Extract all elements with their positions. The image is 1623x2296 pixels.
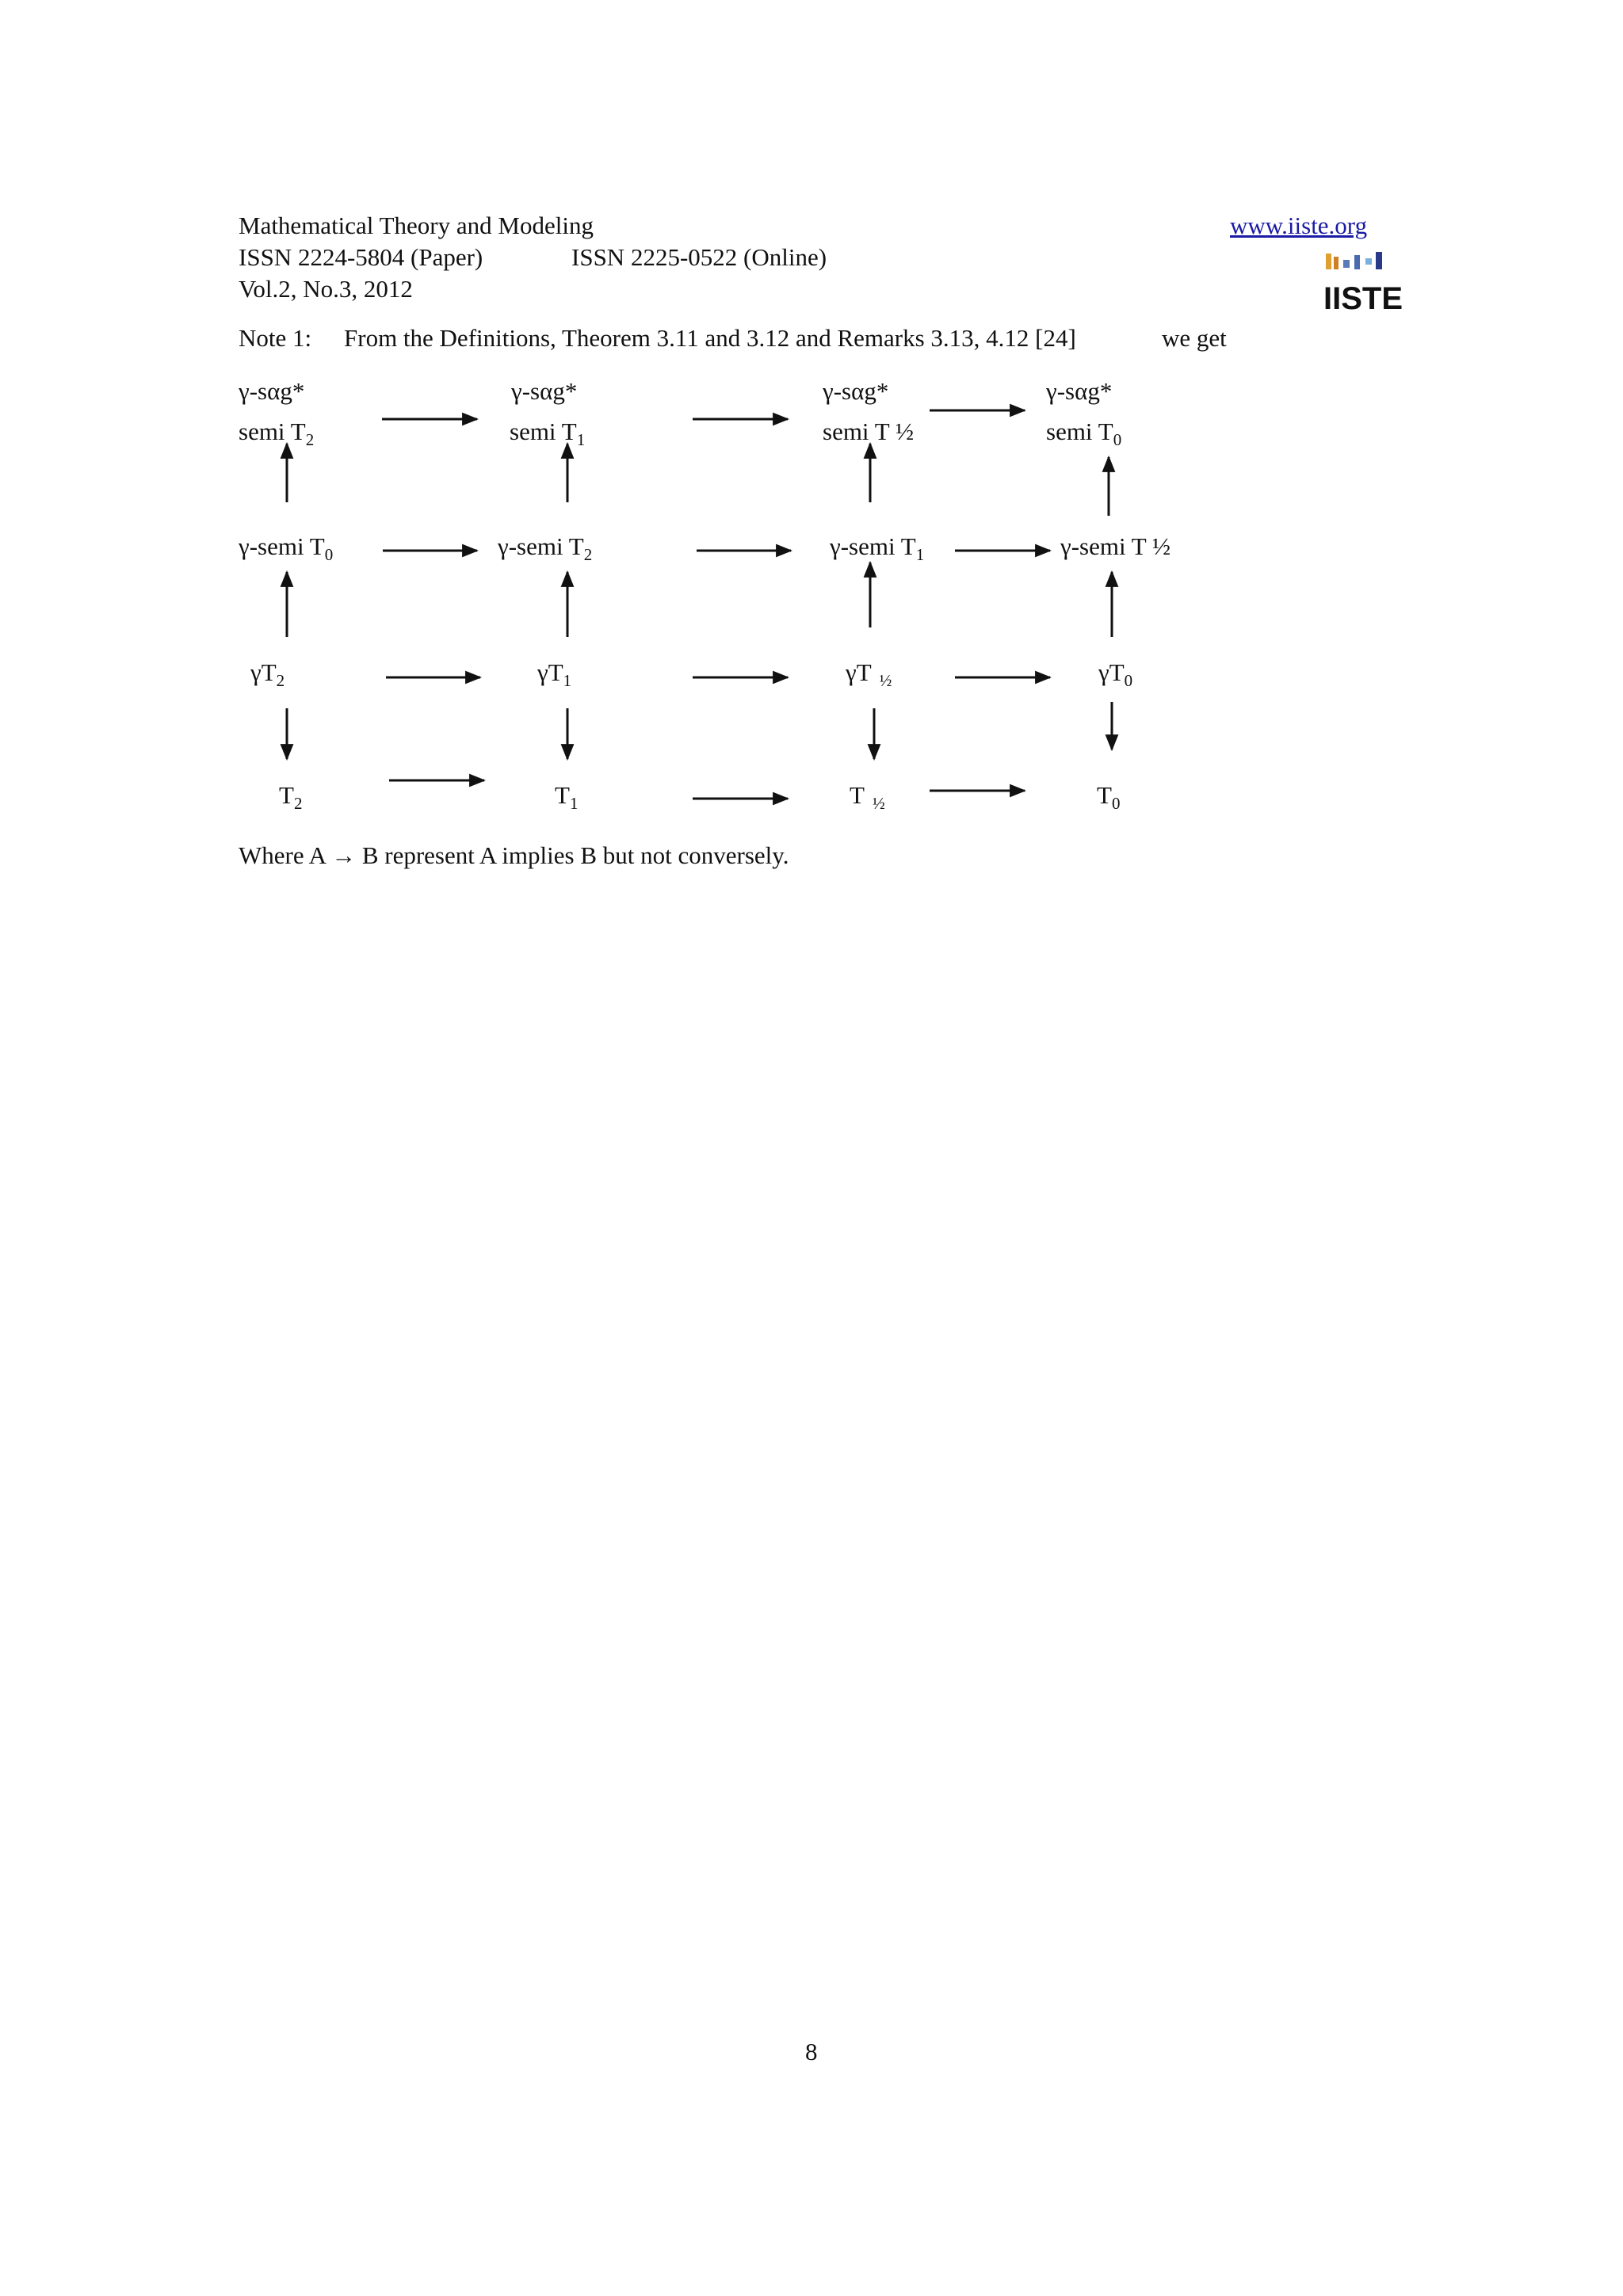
journal-title: Mathematical Theory and Modeling	[239, 212, 594, 239]
node-r4c1: $T_2$	[279, 781, 303, 813]
node-r3c3: γT $_{\frac{1}{2}}$	[846, 658, 892, 690]
node-r1c2-label: semi $T_1$	[510, 418, 586, 449]
logo-wordmark: IISTE	[1323, 281, 1403, 316]
node-r4c2: $T_1$	[555, 781, 579, 813]
node-r2c4: γ-semi T ½	[1060, 532, 1171, 560]
node-r3c4: $\gamma T_0$	[1098, 658, 1133, 690]
node-r1c3-label: semi T ½	[823, 418, 915, 445]
node-r3c2: $\gamma T_1$	[537, 658, 572, 690]
node-r1c3-top: γ-sαg*	[823, 377, 889, 405]
node-r3c1: $\gamma T_2$	[250, 658, 285, 690]
issn-paper: ISSN 2224-5804 (Paper)	[239, 243, 483, 271]
node-r2c2: γ-semi $T_2$	[498, 532, 593, 564]
node-r2c1: γ-semi $T_0$	[239, 532, 334, 564]
note-text: From the Definitions, Theorem 3.11 and 3.12 and Remarks 3.13, 4.12 [24]	[344, 324, 1076, 352]
node-r2c3: γ-semi $T_1$	[830, 532, 925, 564]
node-r1c4-top: γ-sαg*	[1046, 377, 1113, 405]
note-label: Note 1:	[239, 324, 312, 352]
note-tail: we get	[1162, 324, 1227, 352]
page-number: 8	[805, 2038, 818, 2065]
volume-info: Vol.2, No.3, 2012	[239, 275, 413, 303]
website-link[interactable]: www.iiste.org	[1230, 212, 1368, 239]
diagram-legend: Where A → B represent A implies B but not conversely.	[239, 841, 789, 869]
node-r4c3: T $_{\frac{1}{2}}$	[850, 781, 885, 813]
node-r1c1-label: semi $T_2$	[239, 418, 315, 449]
issn-online: ISSN 2225-0522 (Online)	[571, 243, 827, 271]
node-r1c2-top: γ-sαg*	[511, 377, 578, 405]
node-r4c4: $T_0$	[1097, 781, 1121, 813]
node-r1c1-top: γ-sαg*	[239, 377, 305, 405]
node-r1c4-label: semi $T_0$	[1046, 418, 1122, 449]
